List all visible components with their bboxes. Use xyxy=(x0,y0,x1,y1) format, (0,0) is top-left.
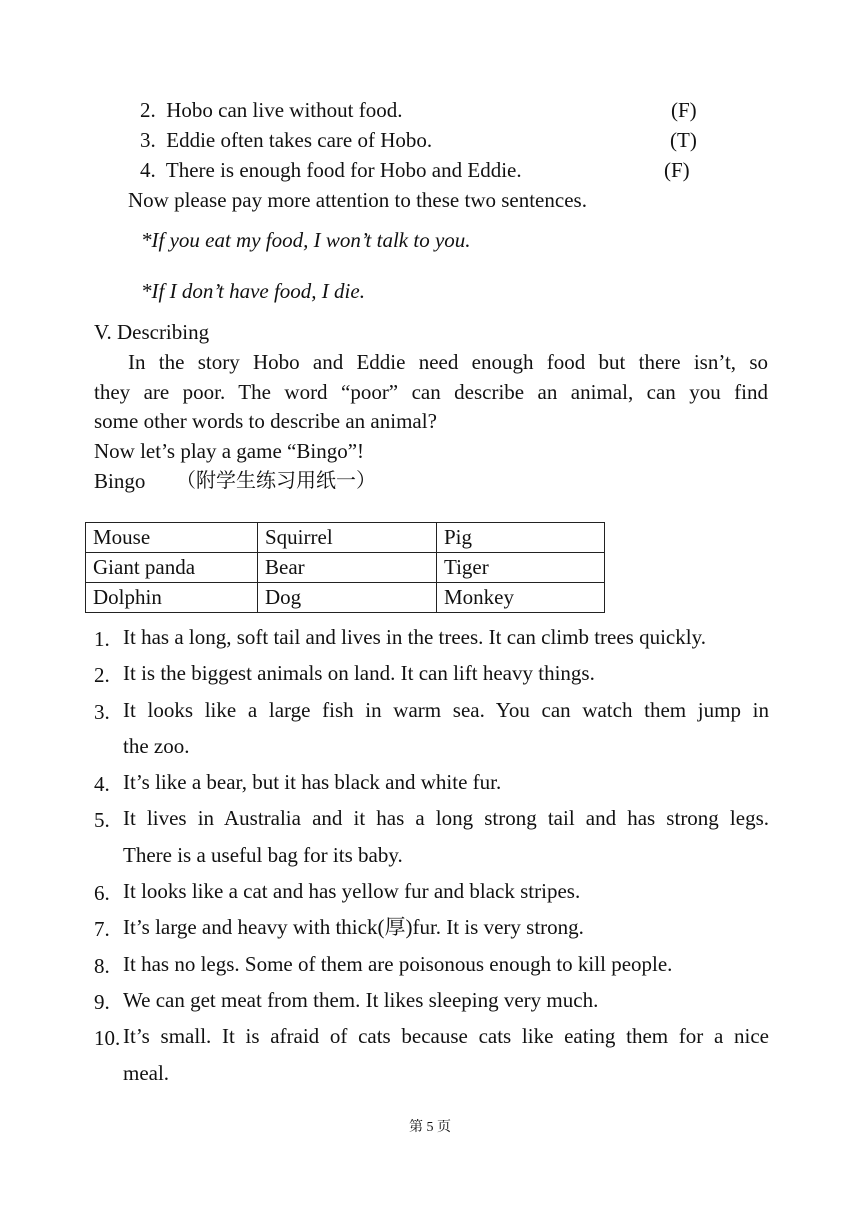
intro-line-2: they are poor. The word “poor” can describe an animal, can you find xyxy=(94,380,768,404)
question-number: 6. xyxy=(94,881,110,905)
table-row xyxy=(86,523,605,553)
tf-number: 2. xyxy=(140,98,156,122)
question-line: It has no legs. Some of them are poisonous enough to kill people. xyxy=(123,952,673,976)
question-line: It’s large and heavy with thick(厚)fur. It is very strong. xyxy=(123,915,584,939)
bingo-note: （附学生练习用纸一） xyxy=(176,468,376,492)
table-cell: Tiger xyxy=(437,553,605,583)
question-number: 2. xyxy=(94,663,110,687)
tf-item-3 xyxy=(140,130,432,151)
question-line: the zoo. xyxy=(123,734,190,758)
table-cell: Monkey xyxy=(437,583,605,613)
tf-answer: (F) xyxy=(664,158,690,182)
question-line: It lives in Australia and it has a long strong tail and has strong legs. xyxy=(123,806,769,830)
tf-text: Eddie often takes care of Hobo. xyxy=(166,128,433,152)
table-cell: Dog xyxy=(258,583,437,613)
bingo-table xyxy=(85,522,605,613)
question-number: 4. xyxy=(94,772,110,796)
question-number: 5. xyxy=(94,808,110,832)
attention-line: Now please pay more attention to these two sentences. xyxy=(128,188,587,212)
intro-line-3: some other words to describe an animal? xyxy=(94,409,437,433)
table-cell: Squirrel xyxy=(258,523,437,553)
table-cell: Dolphin xyxy=(86,583,258,613)
tf-answer: (F) xyxy=(671,98,697,122)
table-cell: Pig xyxy=(437,523,605,553)
question-number: 10. xyxy=(94,1026,121,1050)
question-number: 9. xyxy=(94,990,110,1014)
table-cell: Mouse xyxy=(86,523,258,553)
section-heading: V. Describing xyxy=(94,320,210,344)
bingo-label: Bingo xyxy=(94,469,146,493)
intro-line-1: In the story Hobo and Eddie need enough food but there isn’t, so xyxy=(128,350,768,374)
question-number: 1. xyxy=(94,627,110,651)
question-line: It is the biggest animals on land. It can lift heavy things. xyxy=(123,661,595,685)
tf-text: Hobo can live without food. xyxy=(166,98,403,122)
table-cell: Giant panda xyxy=(86,553,258,583)
question-line: There is a useful bag for its baby. xyxy=(123,843,403,867)
question-line: It has a long, soft tail and lives in the trees. It can climb trees quickly. xyxy=(123,625,706,649)
table-row xyxy=(86,583,605,613)
tf-item-2 xyxy=(140,100,402,121)
game-line: Now let’s play a game “Bingo”! xyxy=(94,439,365,463)
example-sentence-1: *If you eat my food, I won’t talk to you. xyxy=(141,228,471,252)
question-line: It’s small. It is afraid of cats because cats like eating them for a nice xyxy=(123,1024,769,1048)
question-number: 8. xyxy=(94,954,110,978)
question-line: We can get meat from them. It likes sleeping very much. xyxy=(123,988,599,1012)
question-line: It looks like a cat and has yellow fur and black stripes. xyxy=(123,879,581,903)
tf-number: 3. xyxy=(140,128,156,152)
table-cell: Bear xyxy=(258,553,437,583)
question-line: meal. xyxy=(123,1061,170,1085)
question-line: It looks like a large fish in warm sea. You can watch them jump in xyxy=(123,698,769,722)
tf-answer: (T) xyxy=(670,128,697,152)
page-footer: 第 5 页 xyxy=(409,1120,451,1135)
table-row xyxy=(86,553,605,583)
tf-number: 4. xyxy=(140,158,156,182)
question-number: 7. xyxy=(94,917,110,941)
question-line: It’s like a bear, but it has black and white fur. xyxy=(123,770,502,794)
tf-text: There is enough food for Hobo and Eddie. xyxy=(165,158,522,182)
example-sentence-2: *If I don’t have food, I die. xyxy=(141,279,365,303)
tf-item-4 xyxy=(140,160,522,181)
question-number: 3. xyxy=(94,700,110,724)
